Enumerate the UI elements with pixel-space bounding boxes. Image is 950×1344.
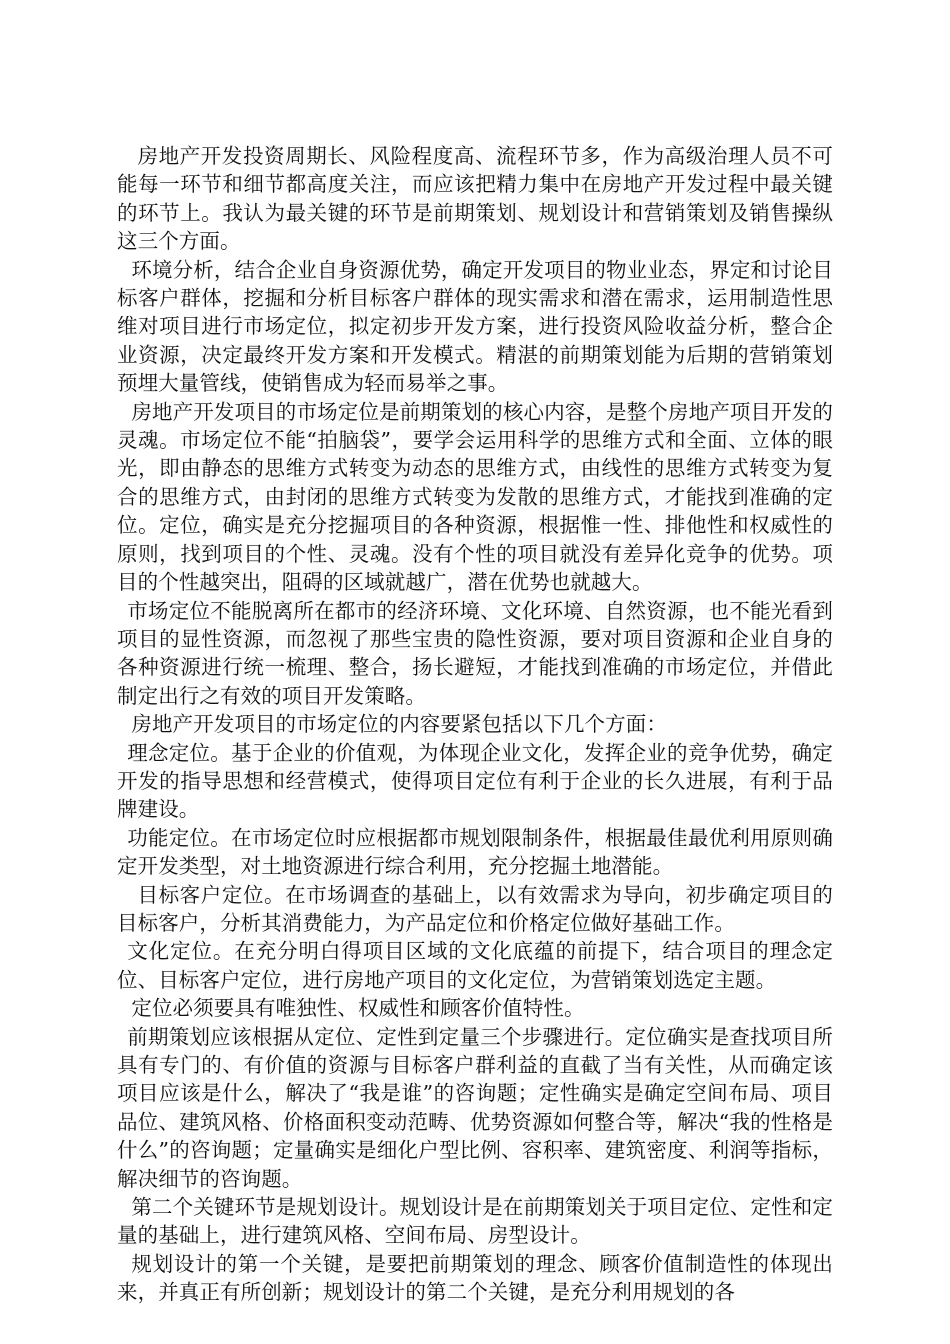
paragraph-1: 房地产开发投资周期长、风险程度高、流程环节多，作为高级治理人员不可能每一环节和细节都高度关注，而应该把精力集中在房地产开发过程中最关键的环节上。我认为最关键的环节是前期策划、规划设计和营销策划及销售操纵这三个方面。 — [117, 144, 833, 254]
paragraph-7: 功能定位。在市场定位时应根据都市规划限制条件，根据最佳最优利用原则确定开发类型，对土地资源进行综合利用，充分挖掘土地潜能。 — [117, 825, 833, 879]
paragraph-4: 市场定位不能脱离所在都市的经济环境、文化环境、自然资源，也不能光看到项目的显性资源，而忽视了那些宝贵的隐性资源，要对项目资源和企业自身的各种资源进行统一梳理、整合，扬长避短，才能找到准确的市场定位，并借此制定出行之有效的项目开发策略。 — [117, 598, 833, 708]
paragraph-2: 环境分析，结合企业自身资源优势，确定开发项目的物业业态，界定和讨论目标客户群体，挖掘和分析目标客户群体的现实需求和潜在需求，运用制造性思维对项目进行市场定位，拟定初步开发方案，进行投资风险收益分析，整合企业资源，决定最终开发方案和开发模式。精湛的前期策划能为后期的营销策划预埋大量管线，使销售成为轻而易举之事。 — [117, 257, 833, 396]
document-body — [117, 142, 833, 1307]
paragraph-3: 房地产开发项目的市场定位是前期策划的核心内容，是整个房地产项目开发的灵魂。市场定位不能“拍脑袋”，要学会运用科学的思维方式和全面、立体的眼光，即由静态的思维方式转变为动态的思维方式，由线性的思维方式转变为复合的思维方式，由封闭的思维方式转变为发散的思维方式，才能找到准确的定位。定位，确实是充分挖掘项目的各种资源，根据惟一性、排他性和权威性的原则，找到项目的个性、灵魂。没有个性的项目就没有差异化竞争的优势。项目的个性越突出，阻碍的区域就越广，潜在优势也就越大。 — [117, 399, 833, 595]
paragraph-5: 房地产开发项目的市场定位的内容要紧包括以下几个方面： — [131, 712, 667, 737]
paragraph-6: 理念定位。基于企业的价值观，为体现企业文化，发挥企业的竞争优势，确定开发的指导思想和经营模式，使得项目定位有利于企业的长久进展，有利于品牌建设。 — [117, 740, 833, 822]
paragraph-12: 第二个关键环节是规划设计。规划设计是在前期策划关于项目定位、定性和定量的基础上，进行建筑风格、空间布局、房型设计。 — [117, 1195, 833, 1248]
paragraph-9: 文化定位。在充分明白得项目区域的文化底蕴的前提下，结合项目的理念定位、目标客户定位，进行房地产项目的文化定位，为营销策划选定主题。 — [117, 939, 833, 992]
paragraph-10: 定位必须要具有唯独性、权威性和顾客价值特性。 — [131, 996, 585, 1021]
paragraph-8: 目标客户定位。在市场调查的基础上，以有效需求为导向，初步确定项目的目标客户，分析其消费能力，为产品定位和价格定位做好基础工作。 — [117, 882, 833, 935]
paragraph-13: 规划设计的第一个关键，是要把前期策划的理念、顾客价值制造性的体现出来，并真正有所创新；规划设计的第二个关键，是充分利用规划的各 — [117, 1251, 833, 1305]
paragraph-11: 前期策划应该根据从定位、定性到定量三个步骤进行。定位确实是查找项目所具有专门的、有价值的资源与目标客户群利益的直截了当有关性，从而确定该项目应该是什么，解决了“我是谁”的咨询题；定性确实是确定空间布局、项目品位、建筑风格、价格面积变动范畴、优势资源如何整合等，解决“我的性格是什么”的咨询题；定量确实是细化户型比例、容积率、建筑密度、利润等指标，解决细节的咨询题。 — [117, 1024, 833, 1191]
